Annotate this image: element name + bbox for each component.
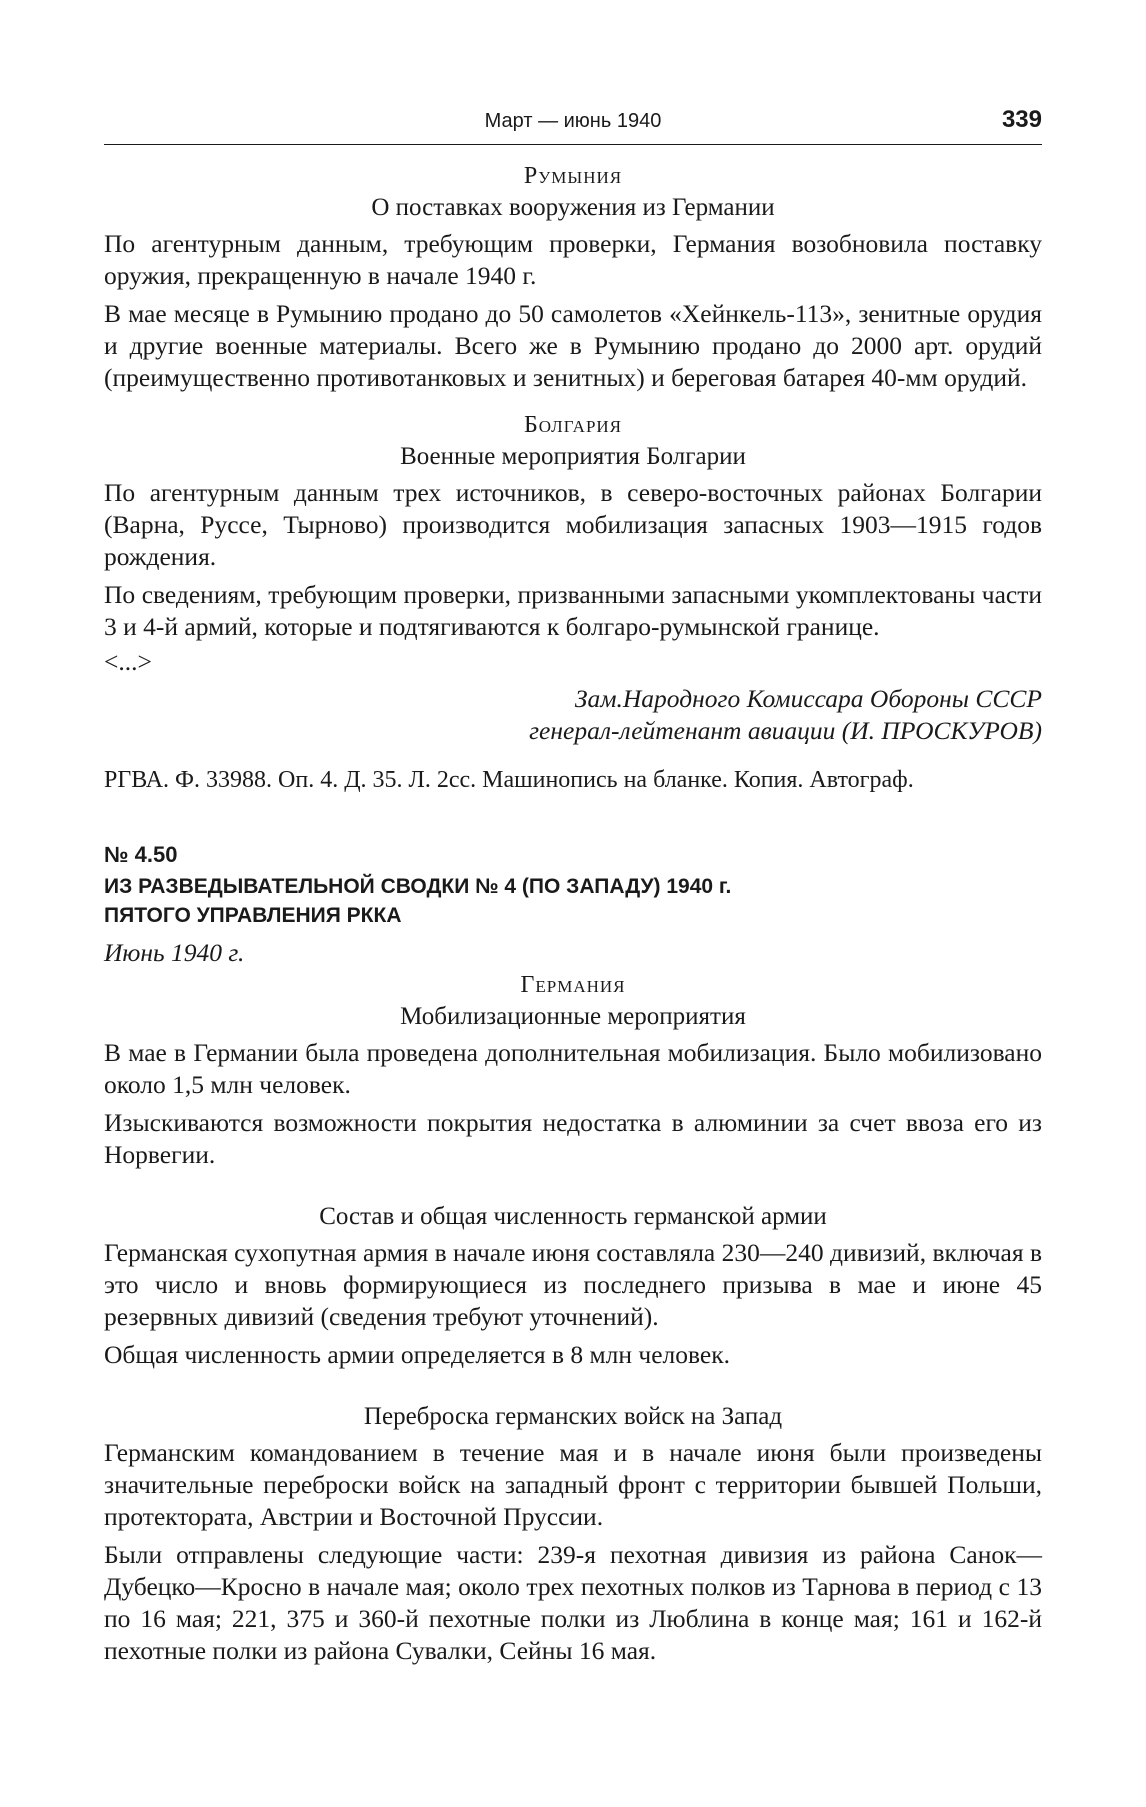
running-header (104, 104, 1042, 145)
paragraph: По сведениям, требующим проверки, призванными запасными укомплектованы части 3 и 4-й армий, которые и подтягиваются к болгаро-румынской границе. (104, 580, 1042, 641)
paragraph: В мае месяце в Румынию продано до 50 самолетов «Хейнкель-113», зенитные орудия и другие военные материалы. Всего же в Румынию продано до 2000 арт. орудий (преимущественно противотанковых и зенитных) и береговая батарея 40-мм орудий. (104, 299, 1042, 392)
running-title: Март — июнь 1940 (484, 110, 662, 132)
country-heading: Германия (520, 972, 626, 998)
paragraph: По агентурным данным, требующим проверки, Германия возобновила поставку оружия, прекращенную в начале 1940 г. (104, 229, 1042, 290)
section-subheading: Состав и общая численность германской армии (319, 1203, 827, 1230)
section-romania (104, 163, 1042, 394)
paragraph: Изыскиваются возможности покрытия недостатка в алюминии за счет ввоза его из Норвегии. (104, 1108, 1042, 1169)
paragraph: В мае в Германии была проведена дополнительная мобилизация. Было мобилизовано около 1,5 млн человек. (104, 1038, 1042, 1099)
signature-line: генерал-лейтенант авиации (И. ПРОСКУРОВ) (529, 716, 1042, 745)
paragraph: Были отправлены следующие части: 239-я пехотная дивизия из района Санок—Дубецко—Кросно в начале мая; около трех пехотных полков из Тарнова в период с 13 по 16 мая; 221, 375 и 360-й пехотные полки из Люблина в конце мая; 161 и 162-й пехотные полки из района Сувалки, Сейны 16 мая. (104, 1540, 1042, 1665)
document-date: Июнь 1940 г. (104, 938, 245, 967)
paragraph: Германская сухопутная армия в начале июня составляла 230—240 дивизий, включая в это число и вновь формирующиеся из последнего призыва в мае и июне 45 резервных дивизий (сведения требуют уточнений). (104, 1238, 1042, 1331)
section-subheading: Военные мероприятия Болгарии (400, 443, 746, 470)
document-title-line: ИЗ РАЗВЕДЫВАТЕЛЬНОЙ СВОДКИ № 4 (ПО ЗАПАДУ) 1940 г. (104, 875, 732, 898)
section-troop-transfer (104, 1403, 1042, 1667)
page (104, 104, 1042, 1667)
section-army-strength (104, 1203, 1042, 1371)
country-heading: Болгария (523, 412, 623, 438)
section-subheading: Мобилизационные мероприятия (400, 1003, 746, 1030)
document-title-line: ПЯТОГО УПРАВЛЕНИЯ РККА (104, 904, 402, 927)
document-title (104, 872, 1042, 930)
document-number: № 4.50 (104, 842, 178, 867)
signature-line: Зам.Народного Комиссара Обороны СССР (574, 684, 1042, 713)
paragraph: Германским командованием в течение мая и в начале июня были произведены значительные переброски войск на западный фронт с территории бывшей Польши, протектората, Австрии и Восточной Пруссии. (104, 1438, 1042, 1531)
signature-block (104, 683, 1042, 747)
section-subheading: О поставках вооружения из Германии (371, 194, 775, 221)
country-heading: Румыния (523, 163, 623, 189)
section-subheading: Переброска германских войск на Запад (363, 1403, 783, 1430)
archive-reference: РГВА. Ф. 33988. Оп. 4. Д. 35. Л. 2сс. Машинопись на бланке. Копия. Автограф. (104, 767, 914, 793)
page-number: 339 (1001, 106, 1042, 133)
paragraph: По агентурным данным трех источников, в северо-восточных районах Болгарии (Варна, Руссе, Тырново) производится мобилизация запасных 1903—1915 годов рождения. (104, 478, 1042, 571)
omission-mark: <...> (104, 647, 152, 676)
section-bulgaria (104, 412, 1042, 677)
paragraph: Общая численность армии определяется в 8 млн человек. (104, 1340, 730, 1369)
section-germany (104, 972, 1042, 1171)
